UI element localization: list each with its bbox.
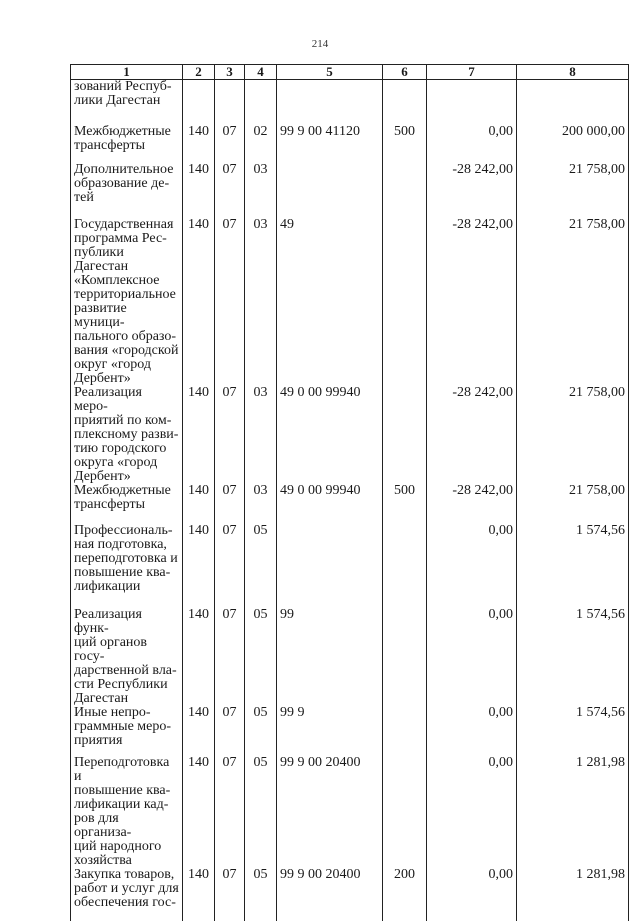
cell-code-3: 07 [215, 125, 245, 163]
cell-code-5: 49 0 00 99940 [277, 386, 383, 484]
cell-name: Иные непро- граммные меро- приятия [71, 706, 183, 756]
cell-code-4: 05 [245, 524, 277, 608]
page-number: 214 [311, 38, 329, 50]
cell-code-5: 99 9 00 41120 [277, 125, 383, 163]
table-row [71, 608, 629, 706]
cell-amount-8: 1 574,56 [517, 524, 629, 608]
cell-amount-7: -28 242,00 [427, 484, 517, 524]
cell-code-6: 500 [383, 125, 427, 163]
table-row [71, 125, 629, 163]
cell-code-2: 140 [183, 125, 215, 163]
cell-code-2: 140 [183, 756, 215, 868]
cell-code-6 [383, 163, 427, 218]
cell-amount-8: 1 281,98 [517, 868, 629, 921]
cell-name: зований Респуб- лики Дагестан [71, 80, 183, 125]
cell-code-4: 02 [245, 125, 277, 163]
cell-amount-7: 0,00 [427, 756, 517, 868]
cell-code-2 [183, 80, 215, 125]
cell-code-4: 03 [245, 163, 277, 218]
cell-name: Государственная программа Рес- публики Дагестан «Комплексное территориальное развитие муници- пального образо- вания «городской округ «город Дербент» [71, 218, 183, 386]
cell-name: Переподготовка и повышение ква- лификации кад- ров для организа- ций народного хозяйства [71, 756, 183, 868]
cell-code-3: 07 [215, 218, 245, 386]
cell-code-3 [215, 80, 245, 125]
cell-code-4: 03 [245, 484, 277, 524]
cell-amount-8: 200 000,00 [517, 125, 629, 163]
column-header: 1 [71, 65, 183, 80]
cell-code-2: 140 [183, 706, 215, 756]
cell-code-6 [383, 80, 427, 125]
table-row [71, 706, 629, 756]
cell-code-6 [383, 218, 427, 386]
cell-code-2: 140 [183, 484, 215, 524]
cell-code-5: 49 [277, 218, 383, 386]
cell-amount-7: 0,00 [427, 524, 517, 608]
cell-code-2: 140 [183, 524, 215, 608]
cell-amount-7: 0,00 [427, 706, 517, 756]
table-row [71, 163, 629, 218]
cell-code-5: 99 9 00 20400 [277, 868, 383, 921]
cell-code-2: 140 [183, 163, 215, 218]
cell-code-3: 07 [215, 524, 245, 608]
cell-amount-7: 0,00 [427, 125, 517, 163]
column-header: 7 [427, 65, 517, 80]
table-row [71, 80, 629, 125]
cell-name: Профессиональ- ная подготовка, переподготовка и повышение ква- лификации [71, 524, 183, 608]
cell-code-5 [277, 80, 383, 125]
cell-code-4: 03 [245, 386, 277, 484]
cell-code-4: 03 [245, 218, 277, 386]
cell-code-5 [277, 163, 383, 218]
cell-code-2: 140 [183, 386, 215, 484]
cell-code-4: 05 [245, 608, 277, 706]
table-row [71, 386, 629, 484]
cell-amount-7: 0,00 [427, 608, 517, 706]
column-header: 5 [277, 65, 383, 80]
column-header: 8 [517, 65, 629, 80]
cell-code-6 [383, 706, 427, 756]
cell-amount-7: -28 242,00 [427, 386, 517, 484]
table-row [71, 756, 629, 868]
cell-amount-8: 21 758,00 [517, 386, 629, 484]
cell-amount-8: 1 574,56 [517, 608, 629, 706]
cell-amount-8: 1 574,56 [517, 706, 629, 756]
cell-code-5: 99 [277, 608, 383, 706]
table-row [71, 484, 629, 524]
table-row [71, 868, 629, 921]
column-header: 4 [245, 65, 277, 80]
cell-code-3: 07 [215, 608, 245, 706]
cell-code-5: 99 9 [277, 706, 383, 756]
column-header: 6 [383, 65, 427, 80]
cell-amount-7: -28 242,00 [427, 163, 517, 218]
cell-name: Дополнительное образование де- тей [71, 163, 183, 218]
column-header: 3 [215, 65, 245, 80]
cell-amount-7: -28 242,00 [427, 218, 517, 386]
cell-code-5: 99 9 00 20400 [277, 756, 383, 868]
cell-code-6 [383, 524, 427, 608]
cell-amount-8: 21 758,00 [517, 163, 629, 218]
cell-code-3: 07 [215, 386, 245, 484]
cell-name: Межбюджетные трансферты [71, 125, 183, 163]
table-row [71, 218, 629, 386]
cell-amount-8: 21 758,00 [517, 218, 629, 386]
cell-amount-8: 1 281,98 [517, 756, 629, 868]
column-header: 2 [183, 65, 215, 80]
cell-code-6: 200 [383, 868, 427, 921]
cell-code-3: 07 [215, 484, 245, 524]
cell-name: Реализация меро- приятий по ком- плексному разви- тию городского округа «город Дербент» [71, 386, 183, 484]
cell-amount-8 [517, 80, 629, 125]
cell-code-6: 500 [383, 484, 427, 524]
cell-name: Закупка товаров, работ и услуг для обеспечения гос- [71, 868, 183, 921]
cell-amount-8: 21 758,00 [517, 484, 629, 524]
cell-code-2: 140 [183, 868, 215, 921]
cell-code-3: 07 [215, 706, 245, 756]
cell-code-4: 05 [245, 756, 277, 868]
cell-code-4 [245, 80, 277, 125]
cell-code-4: 05 [245, 868, 277, 921]
budget-table [70, 64, 629, 921]
cell-code-3: 07 [215, 868, 245, 921]
cell-code-2: 140 [183, 608, 215, 706]
header-row [71, 65, 629, 80]
cell-code-3: 07 [215, 756, 245, 868]
cell-code-2: 140 [183, 218, 215, 386]
cell-code-6 [383, 756, 427, 868]
cell-amount-7: 0,00 [427, 868, 517, 921]
cell-name: Реализация функ- ций органов госу- дарственной вла- сти Республики Дагестан [71, 608, 183, 706]
cell-code-3: 07 [215, 163, 245, 218]
table-row [71, 524, 629, 608]
cell-name: Межбюджетные трансферты [71, 484, 183, 524]
cell-amount-7 [427, 80, 517, 125]
table-body [71, 80, 629, 921]
cell-code-4: 05 [245, 706, 277, 756]
cell-code-5 [277, 524, 383, 608]
cell-code-6 [383, 386, 427, 484]
cell-code-5: 49 0 00 99940 [277, 484, 383, 524]
cell-code-6 [383, 608, 427, 706]
